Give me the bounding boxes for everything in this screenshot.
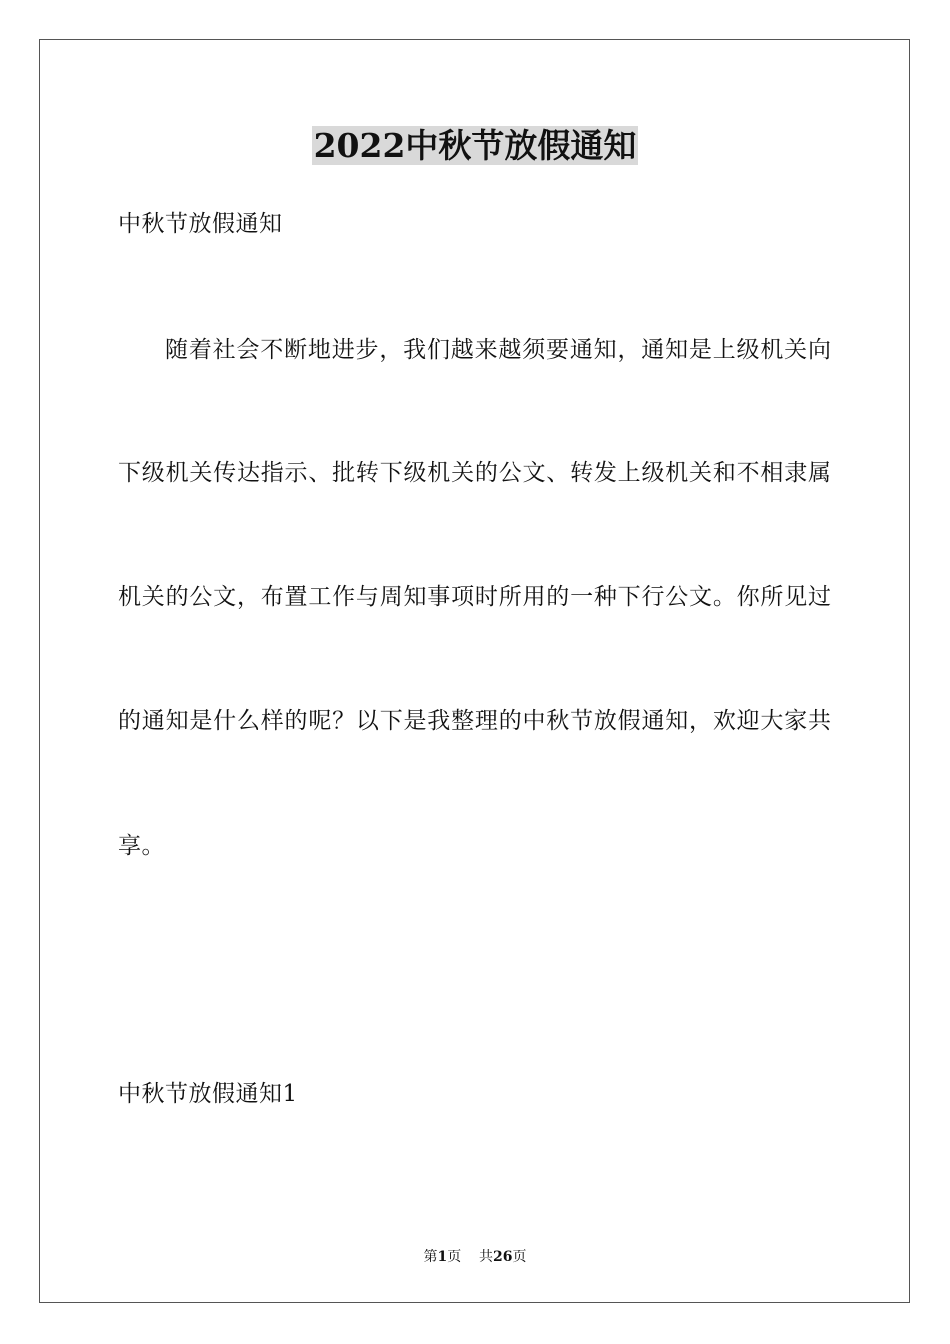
footer-total-suffix: 页 <box>512 1249 527 1265</box>
section-heading: 中秋节放假通知1 <box>118 1081 298 1107</box>
paragraph-line-1: 随着社会不断地进步，我们越来越须要通知，通知是上级机关向 <box>165 337 831 363</box>
paragraph-line-2: 下级机关传达指示、批转下级机关的公文、转发上级机关和不相隶属 <box>118 460 831 486</box>
page-footer <box>0 1248 950 1266</box>
footer-page-suffix: 页 <box>447 1249 462 1265</box>
document-title-text: 2022中秋节放假通知 <box>313 126 637 165</box>
document-subtitle: 中秋节放假通知 <box>118 211 283 237</box>
paragraph-line-5: 享。 <box>118 833 165 859</box>
document-title <box>0 124 950 168</box>
footer-total-pages: 26 <box>493 1249 513 1265</box>
paragraph-line-3: 机关的公文，布置工作与周知事项时所用的一种下行公文。你所见过 <box>118 584 831 610</box>
footer-page-number: 1 <box>437 1249 448 1265</box>
footer-page-prefix: 第 <box>423 1249 438 1265</box>
footer-total-prefix: 共 <box>479 1249 494 1265</box>
paragraph-line-4: 的通知是什么样的呢？以下是我整理的中秋节放假通知，欢迎大家共 <box>118 708 831 734</box>
